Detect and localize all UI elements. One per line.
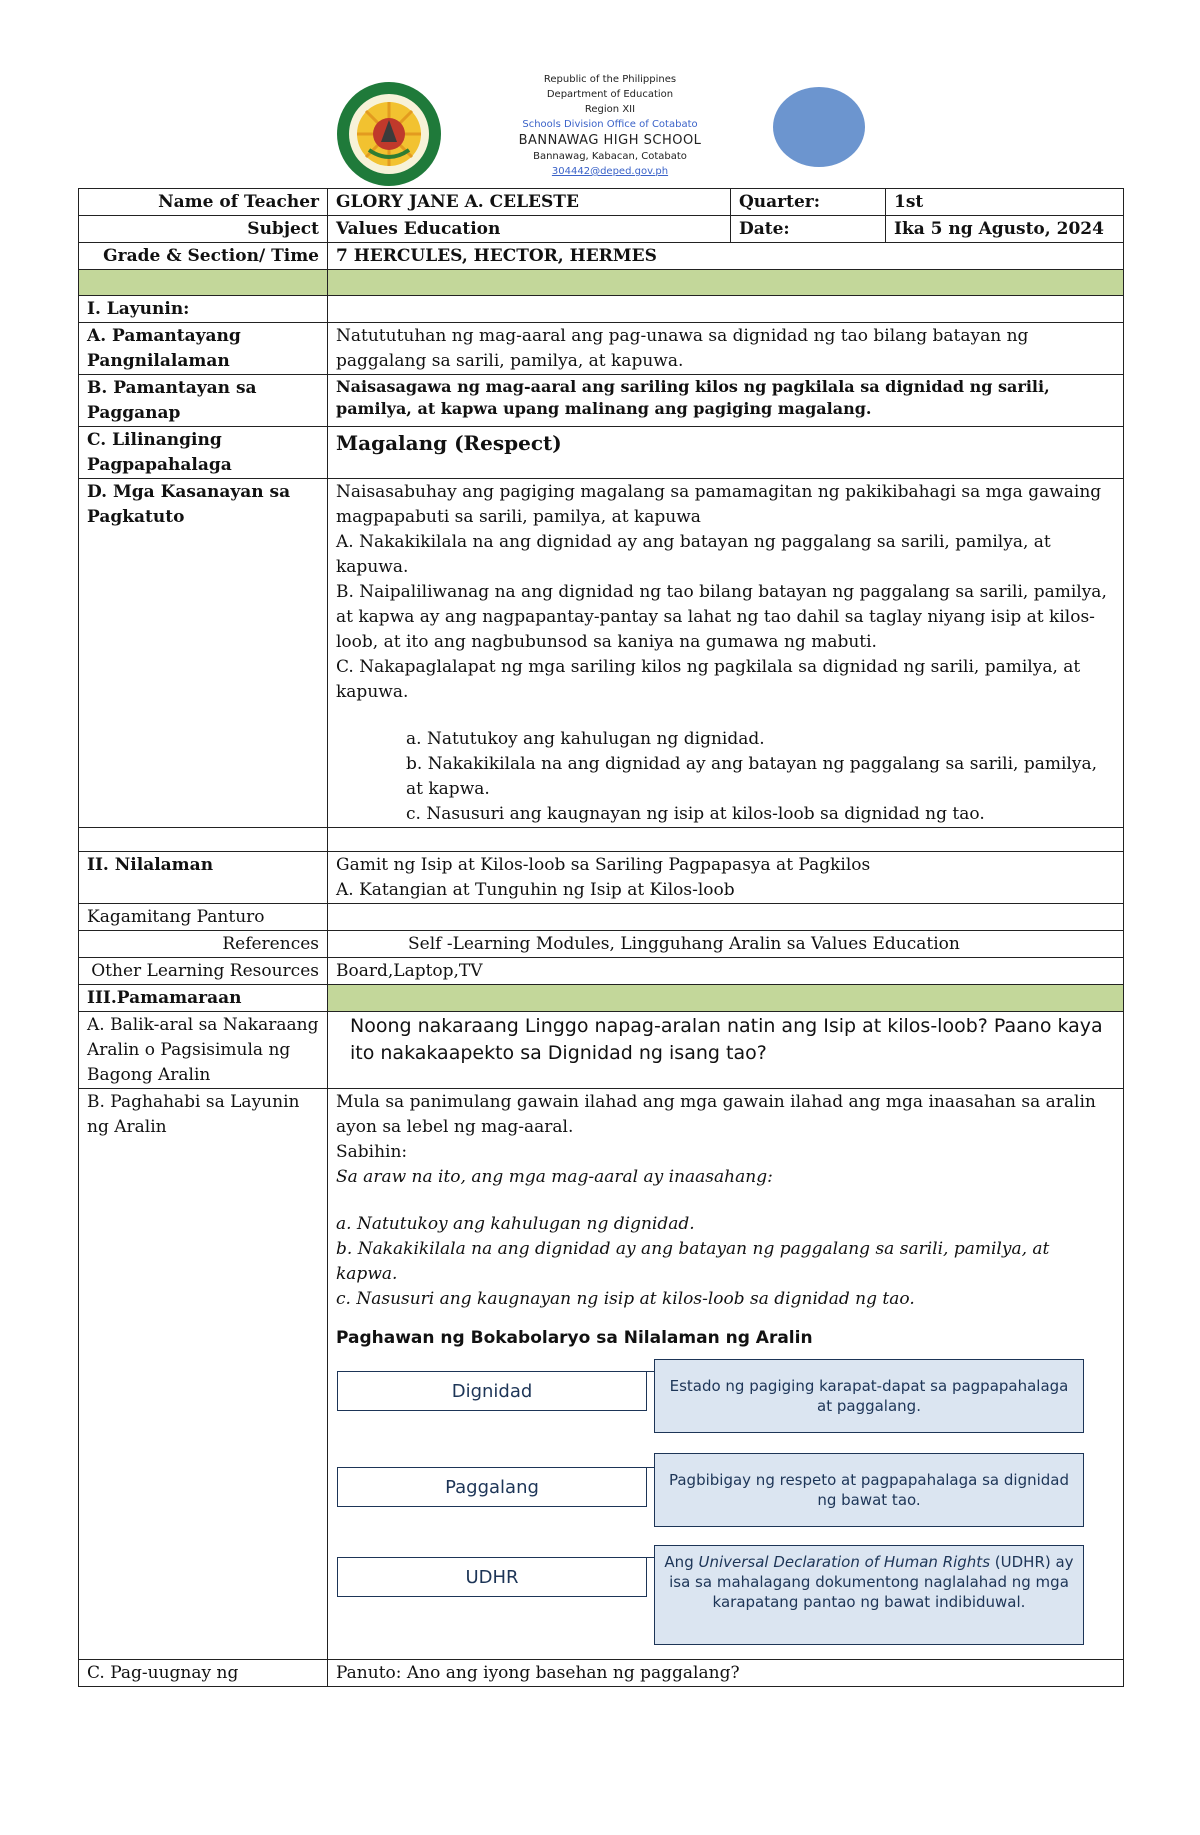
kasanayan-label: D. Mga Kasanayan sa Pagkatuto	[79, 479, 328, 828]
other-resources-label: Other Learning Resources	[79, 958, 328, 985]
header-division: Schools Division Office of Cotabato	[522, 119, 698, 130]
school-seal-icon	[335, 80, 443, 188]
document-header	[0, 0, 1200, 188]
balik-aral-text: Noong nakaraang Linggo napag-aralan natin ang Isip at kilos-loob? Paano kaya ito nakakaapekto sa Dignidad ng isang tao?	[328, 1012, 1124, 1089]
kagamitan-row	[79, 904, 1124, 931]
kasanayan-a: A. Nakakikilala na ang dignidad ay ang batayan ng paggalang sa sarili, pamilya, at kapuwa.	[336, 532, 1051, 577]
paghahabi-item-c: c. Nasusuri ang kaugnayan ng isip at kilos-loob sa dignidad ng tao.	[336, 1289, 915, 1309]
pangnilalaman-text: Natututuhan ng mag-aaral ang pag-unawa sa dignidad ng tao bilang batayan ng paggalang sa sarili, pamilya, at kapuwa.	[328, 323, 1124, 375]
date-value: Ika 5 ng Agusto, 2024	[886, 216, 1124, 243]
pagganap-text: Naisasagawa ng mag-aaral ang sariling kilos ng pagkilala sa dignidad ng sarili, pamilya, at kapwa upang malinang ang pagiging magalang.	[328, 375, 1124, 427]
udhr-full-name: Universal Declaration of Human Rights	[698, 1553, 991, 1571]
subject-value: Values Education	[328, 216, 731, 243]
blue-circle-logo	[773, 87, 865, 167]
kasanayan-b: B. Naipaliliwanag na ang dignidad ng tao bilang batayan ng paggalang sa sarili, pamilya, at kapwa ay ang nagpapantay-pantay sa lahat ng tao dahil sa taglay niyang isip at kilos-loob, at ito ang nagbubunsod sa kaniya na gumawa ng mabuti.	[336, 582, 1107, 652]
references-row	[79, 931, 1124, 958]
vocab-def-dignidad: Estado ng pagiging karapat-dapat sa pagpapahalaga at paggalang.	[654, 1359, 1084, 1433]
pag-uugnay-text: Panuto: Ano ang iyong basehan ng paggalang?	[328, 1660, 1124, 1687]
teacher-row	[79, 189, 1124, 216]
references-label: References	[79, 931, 328, 958]
vocab-term-dignidad: Dignidad	[337, 1371, 647, 1411]
other-resources-value: Board,Laptop,TV	[328, 958, 1124, 985]
nilalaman-line1: Gamit ng Isip at Kilos-loob sa Sariling Pagpapasya at Pagkilos	[336, 855, 871, 875]
quarter-label: Quarter:	[731, 189, 886, 216]
kasanayan-row	[79, 479, 1124, 828]
vocab-term-paggalang: Paggalang	[337, 1467, 647, 1507]
header-text-block	[440, 72, 780, 179]
layunin-heading: I. Layunin:	[79, 296, 328, 323]
vocab-diagram	[336, 1359, 1115, 1659]
pamantayang-pangnilalaman-row	[79, 323, 1124, 375]
paghahabi-sabihin: Sabihin:	[336, 1142, 408, 1162]
pag-uugnay-label: C. Pag-uugnay ng	[79, 1660, 328, 1687]
pamamaraan-heading: III.Pamamaraan	[79, 985, 328, 1012]
kasanayan-intro: Naisasabuhay ang pagiging magalang sa pamamagitan ng pakikibahagi sa mga gawaing magpapabuti sa sarili, pamilya, at kapuwa	[336, 482, 1102, 527]
paghahabi-intro: Mula sa panimulang gawain ilahad ang mga gawain ilahad ang mga inaasahan sa aralin ayon sa lebel ng mag-aaral.	[336, 1092, 1096, 1137]
teacher-value: GLORY JANE A. CELESTE	[328, 189, 731, 216]
kagamitan-label: Kagamitang Panturo	[79, 904, 328, 931]
kasanayan-sub-a: a. Natutukoy ang kahulugan ng dignidad.	[406, 729, 765, 749]
nilalaman-row	[79, 852, 1124, 904]
paghahabi-item-b: b. Nakakikilala na ang dignidad ay ang batayan ng paggalang sa sarili, pamilya, at kapwa.	[336, 1239, 1050, 1284]
pamantayan-pagganap-row	[79, 375, 1124, 427]
nilalaman-label: II. Nilalaman	[79, 852, 328, 904]
lilinanging-row	[79, 427, 1124, 479]
lesson-plan-table	[78, 188, 1124, 1687]
paghahabi-row	[79, 1089, 1124, 1660]
layunin-heading-row	[79, 296, 1124, 323]
vocab-title: Paghawan ng Bokabolaryo sa Nilalaman ng Aralin	[336, 1328, 813, 1348]
references-value: Self -Learning Modules, Lingguhang Aralin sa Values Education	[328, 931, 1124, 958]
vocab-term-udhr: UDHR	[337, 1557, 647, 1597]
lilinanging-label: C. Lilinanging Pagpapahalaga	[79, 427, 328, 479]
nilalaman-line2: A. Katangian at Tunguhin ng Isip at Kilos-loob	[336, 880, 735, 900]
blank-row	[79, 828, 1124, 852]
balik-aral-label: A. Balik-aral sa Nakaraang Aralin o Pagsisimula ng Bagong Aralin	[79, 1012, 328, 1089]
paghahabi-italic-intro: Sa araw na ito, ang mga mag-aaral ay inaasahang:	[336, 1167, 773, 1187]
header-email-link[interactable]: 304442@deped.gov.ph	[551, 166, 669, 177]
header-school-name: BANNAWAG HIGH SCHOOL	[518, 133, 702, 148]
pamamaraan-heading-row	[79, 985, 1124, 1012]
paghahabi-label: B. Paghahabi sa Layunin ng Aralin	[79, 1089, 328, 1660]
header-address: Bannawag, Kabacan, Cotabato	[533, 151, 687, 162]
vocab-def-paggalang: Pagbibigay ng respeto at pagpapahalaga sa dignidad ng bawat tao.	[654, 1453, 1084, 1527]
paghahabi-item-a: a. Natutukoy ang kahulugan ng dignidad.	[336, 1214, 695, 1234]
lilinanging-value: Magalang (Respect)	[336, 431, 562, 455]
subject-label: Subject	[79, 216, 328, 243]
balik-aral-row	[79, 1012, 1124, 1089]
header-department: Department of Education	[546, 89, 674, 100]
date-label: Date:	[731, 216, 886, 243]
green-band-row	[79, 270, 1124, 296]
other-resources-row	[79, 958, 1124, 985]
pagganap-label: B. Pamantayan sa Pagganap	[79, 375, 328, 427]
kasanayan-c: C. Nakapaglalapat ng mga sariling kilos ng pagkilala sa dignidad ng sarili, pamilya, at kapuwa.	[336, 657, 1081, 702]
grade-value: 7 HERCULES, HECTOR, HERMES	[328, 243, 1124, 270]
teacher-label: Name of Teacher	[79, 189, 328, 216]
grade-row	[79, 243, 1124, 270]
kasanayan-sub-c: c. Nasusuri ang kaugnayan ng isip at kilos-loob sa dignidad ng tao.	[406, 804, 985, 824]
kasanayan-sub-b: b. Nakakikilala na ang dignidad ay ang batayan ng paggalang sa sarili, pamilya, at kapwa.	[406, 754, 1097, 799]
vocab-def-udhr: Ang Universal Declaration of Human Rights (UDHR) ay isa sa mahalagang dokumentong naglalahad ng mga karapatang pantao ng bawat indibiduwal.	[654, 1545, 1084, 1645]
grade-label: Grade & Section/ Time	[79, 243, 328, 270]
quarter-value: 1st	[886, 189, 1124, 216]
pangnilalaman-label: A. Pamantayang Pangnilalaman	[79, 323, 328, 375]
pag-uugnay-row	[79, 1660, 1124, 1687]
header-republic: Republic of the Philippines	[543, 74, 677, 85]
subject-row	[79, 216, 1124, 243]
header-region: Region XII	[584, 104, 636, 115]
